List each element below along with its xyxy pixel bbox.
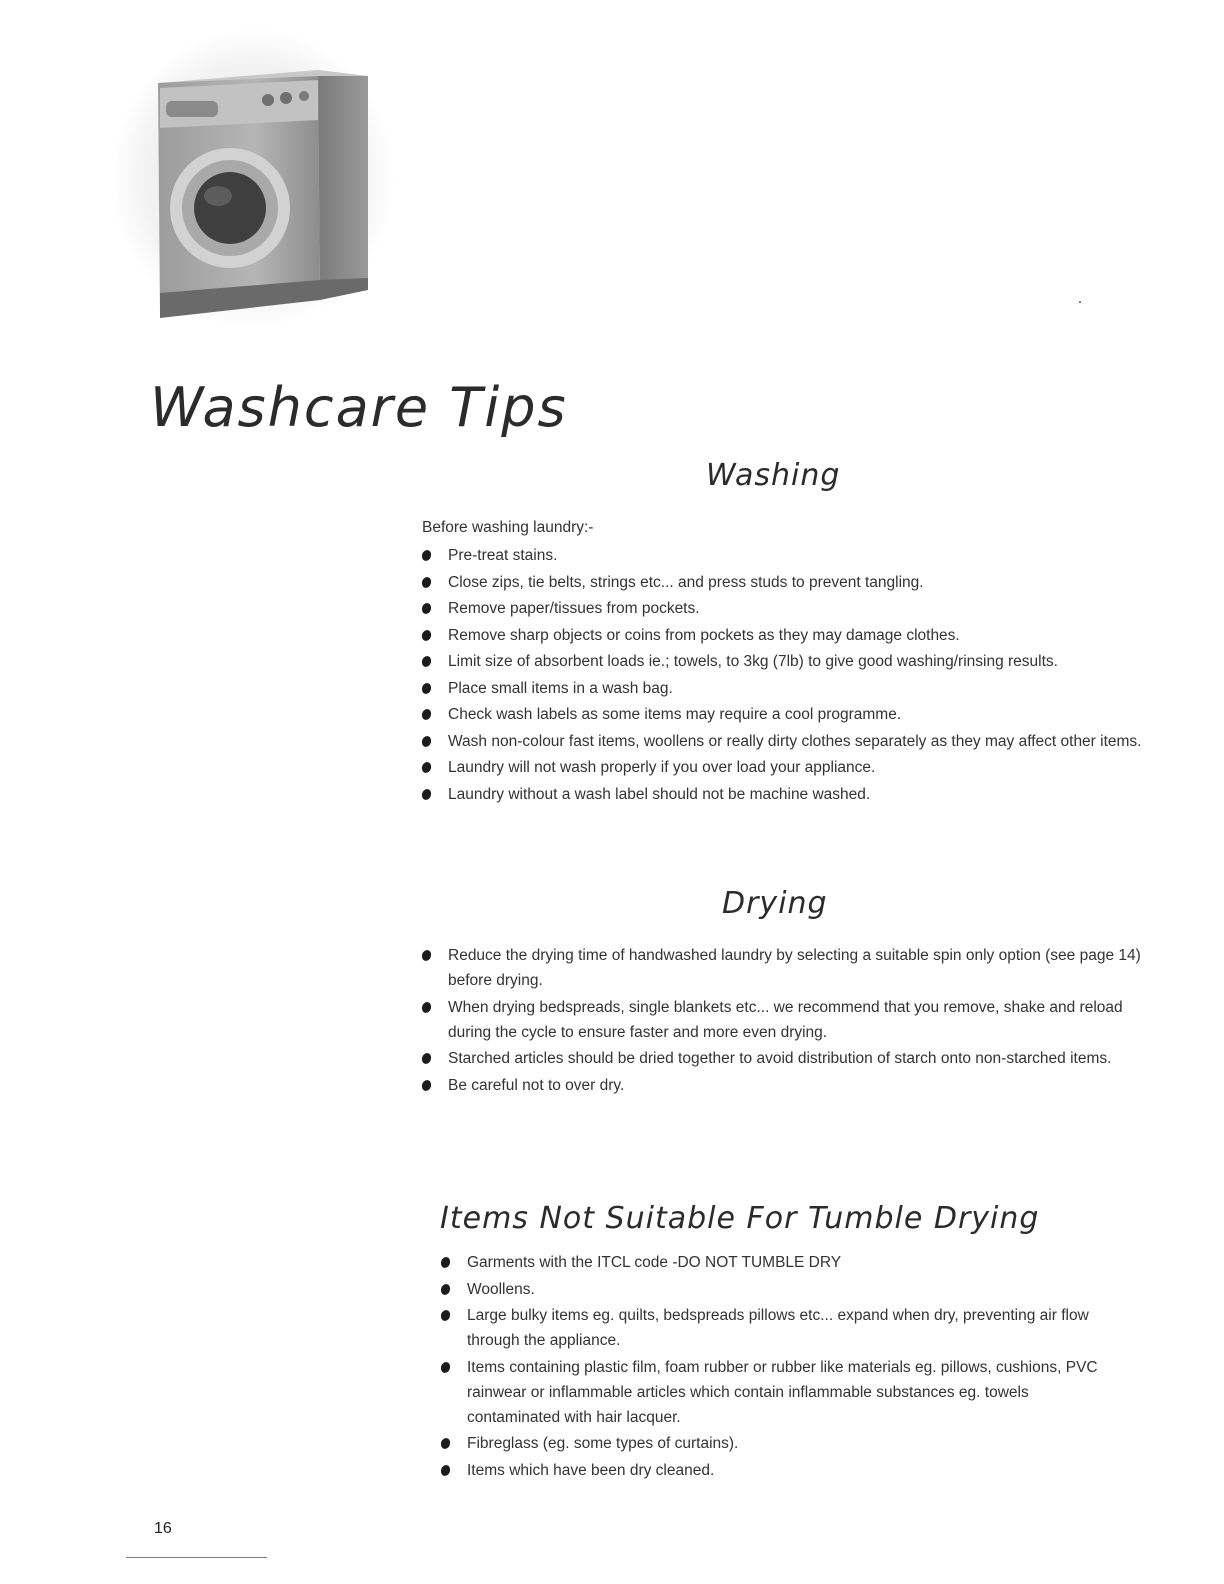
- page-title: Washcare Tips: [150, 376, 568, 439]
- list-item: Laundry will not wash properly if you over load your appliance.: [422, 755, 1142, 780]
- list-item: Remove sharp objects or coins from pockets as they may damage clothes.: [422, 623, 1142, 648]
- list-item: Items which have been dry cleaned.: [441, 1458, 1111, 1483]
- bullet-dot-icon: [440, 1309, 452, 1322]
- bullet-dot-icon: [421, 761, 433, 774]
- washing-heading: Washing: [706, 458, 841, 493]
- bullet-dot-icon: [421, 708, 433, 721]
- list-item: Fibreglass (eg. some types of curtains).: [441, 1431, 1111, 1456]
- list-item: Reduce the drying time of handwashed laundry by selecting a suitable spin only option (see page 14) before drying.: [422, 943, 1142, 993]
- list-item: Pre-treat stains.: [422, 543, 1142, 568]
- bullet-dot-icon: [421, 1000, 433, 1013]
- bullet-dot-icon: [421, 787, 433, 800]
- page-number: 16: [154, 1520, 172, 1537]
- bullet-dot-icon: [421, 1052, 433, 1065]
- bullet-dot-icon: [421, 1078, 433, 1091]
- bullet-dot-icon: [421, 575, 433, 588]
- scan-speck: [1079, 301, 1081, 303]
- not-suitable-heading: Items Not Suitable For Tumble Drying: [440, 1201, 1040, 1236]
- list-item: Starched articles should be dried together to avoid distribution of starch onto non-starched items.: [422, 1046, 1142, 1071]
- bullet-dot-icon: [440, 1256, 452, 1269]
- bullet-dot-icon: [440, 1463, 452, 1476]
- washing-list: [422, 543, 1142, 808]
- bullet-dot-icon: [421, 628, 433, 641]
- bullet-dot-icon: [421, 602, 433, 615]
- bullet-dot-icon: [440, 1437, 452, 1450]
- list-item: Woollens.: [441, 1277, 1111, 1302]
- list-item: Large bulky items eg. quilts, bedspreads pillows etc... expand when dry, preventing air flow through the appliance.: [441, 1303, 1111, 1353]
- list-item: Wash non-colour fast items, woollens or really dirty clothes separately as they may affect other items.: [422, 729, 1142, 754]
- list-item: Garments with the ITCL code -DO NOT TUMBLE DRY: [441, 1250, 1111, 1275]
- not-suitable-list: [441, 1250, 1111, 1484]
- bullet-dot-icon: [440, 1282, 452, 1295]
- footer-rule: [126, 1557, 267, 1558]
- list-item: Close zips, tie belts, strings etc... and press studs to prevent tangling.: [422, 570, 1142, 595]
- washing-machine-photo: [118, 28, 398, 338]
- list-item: Items containing plastic film, foam rubber or rubber like materials eg. pillows, cushions, PVC rainwear or inflammable articles which contain inflammable substances eg. towels contaminated with hair lacquer.: [441, 1355, 1111, 1430]
- bullet-dot-icon: [421, 734, 433, 747]
- drying-heading: Drying: [722, 886, 828, 921]
- drying-list: [422, 943, 1142, 1099]
- list-item: Be careful not to over dry.: [422, 1073, 1142, 1098]
- list-item: Laundry without a wash label should not be machine washed.: [422, 782, 1142, 807]
- bullet-dot-icon: [421, 655, 433, 668]
- list-item: Check wash labels as some items may require a cool programme.: [422, 702, 1142, 727]
- bullet-dot-icon: [421, 681, 433, 694]
- list-item: Remove paper/tissues from pockets.: [422, 596, 1142, 621]
- list-item: Place small items in a wash bag.: [422, 676, 1142, 701]
- bullet-dot-icon: [421, 949, 433, 962]
- list-item: Limit size of absorbent loads ie.; towels, to 3kg (7lb) to give good washing/rinsing results.: [422, 649, 1142, 674]
- list-item: When drying bedspreads, single blankets etc... we recommend that you remove, shake and reload during the cycle to ensure faster and more even drying.: [422, 995, 1142, 1045]
- washing-intro: Before washing laundry:-: [422, 519, 594, 536]
- bullet-dot-icon: [421, 549, 433, 562]
- bullet-dot-icon: [440, 1360, 452, 1373]
